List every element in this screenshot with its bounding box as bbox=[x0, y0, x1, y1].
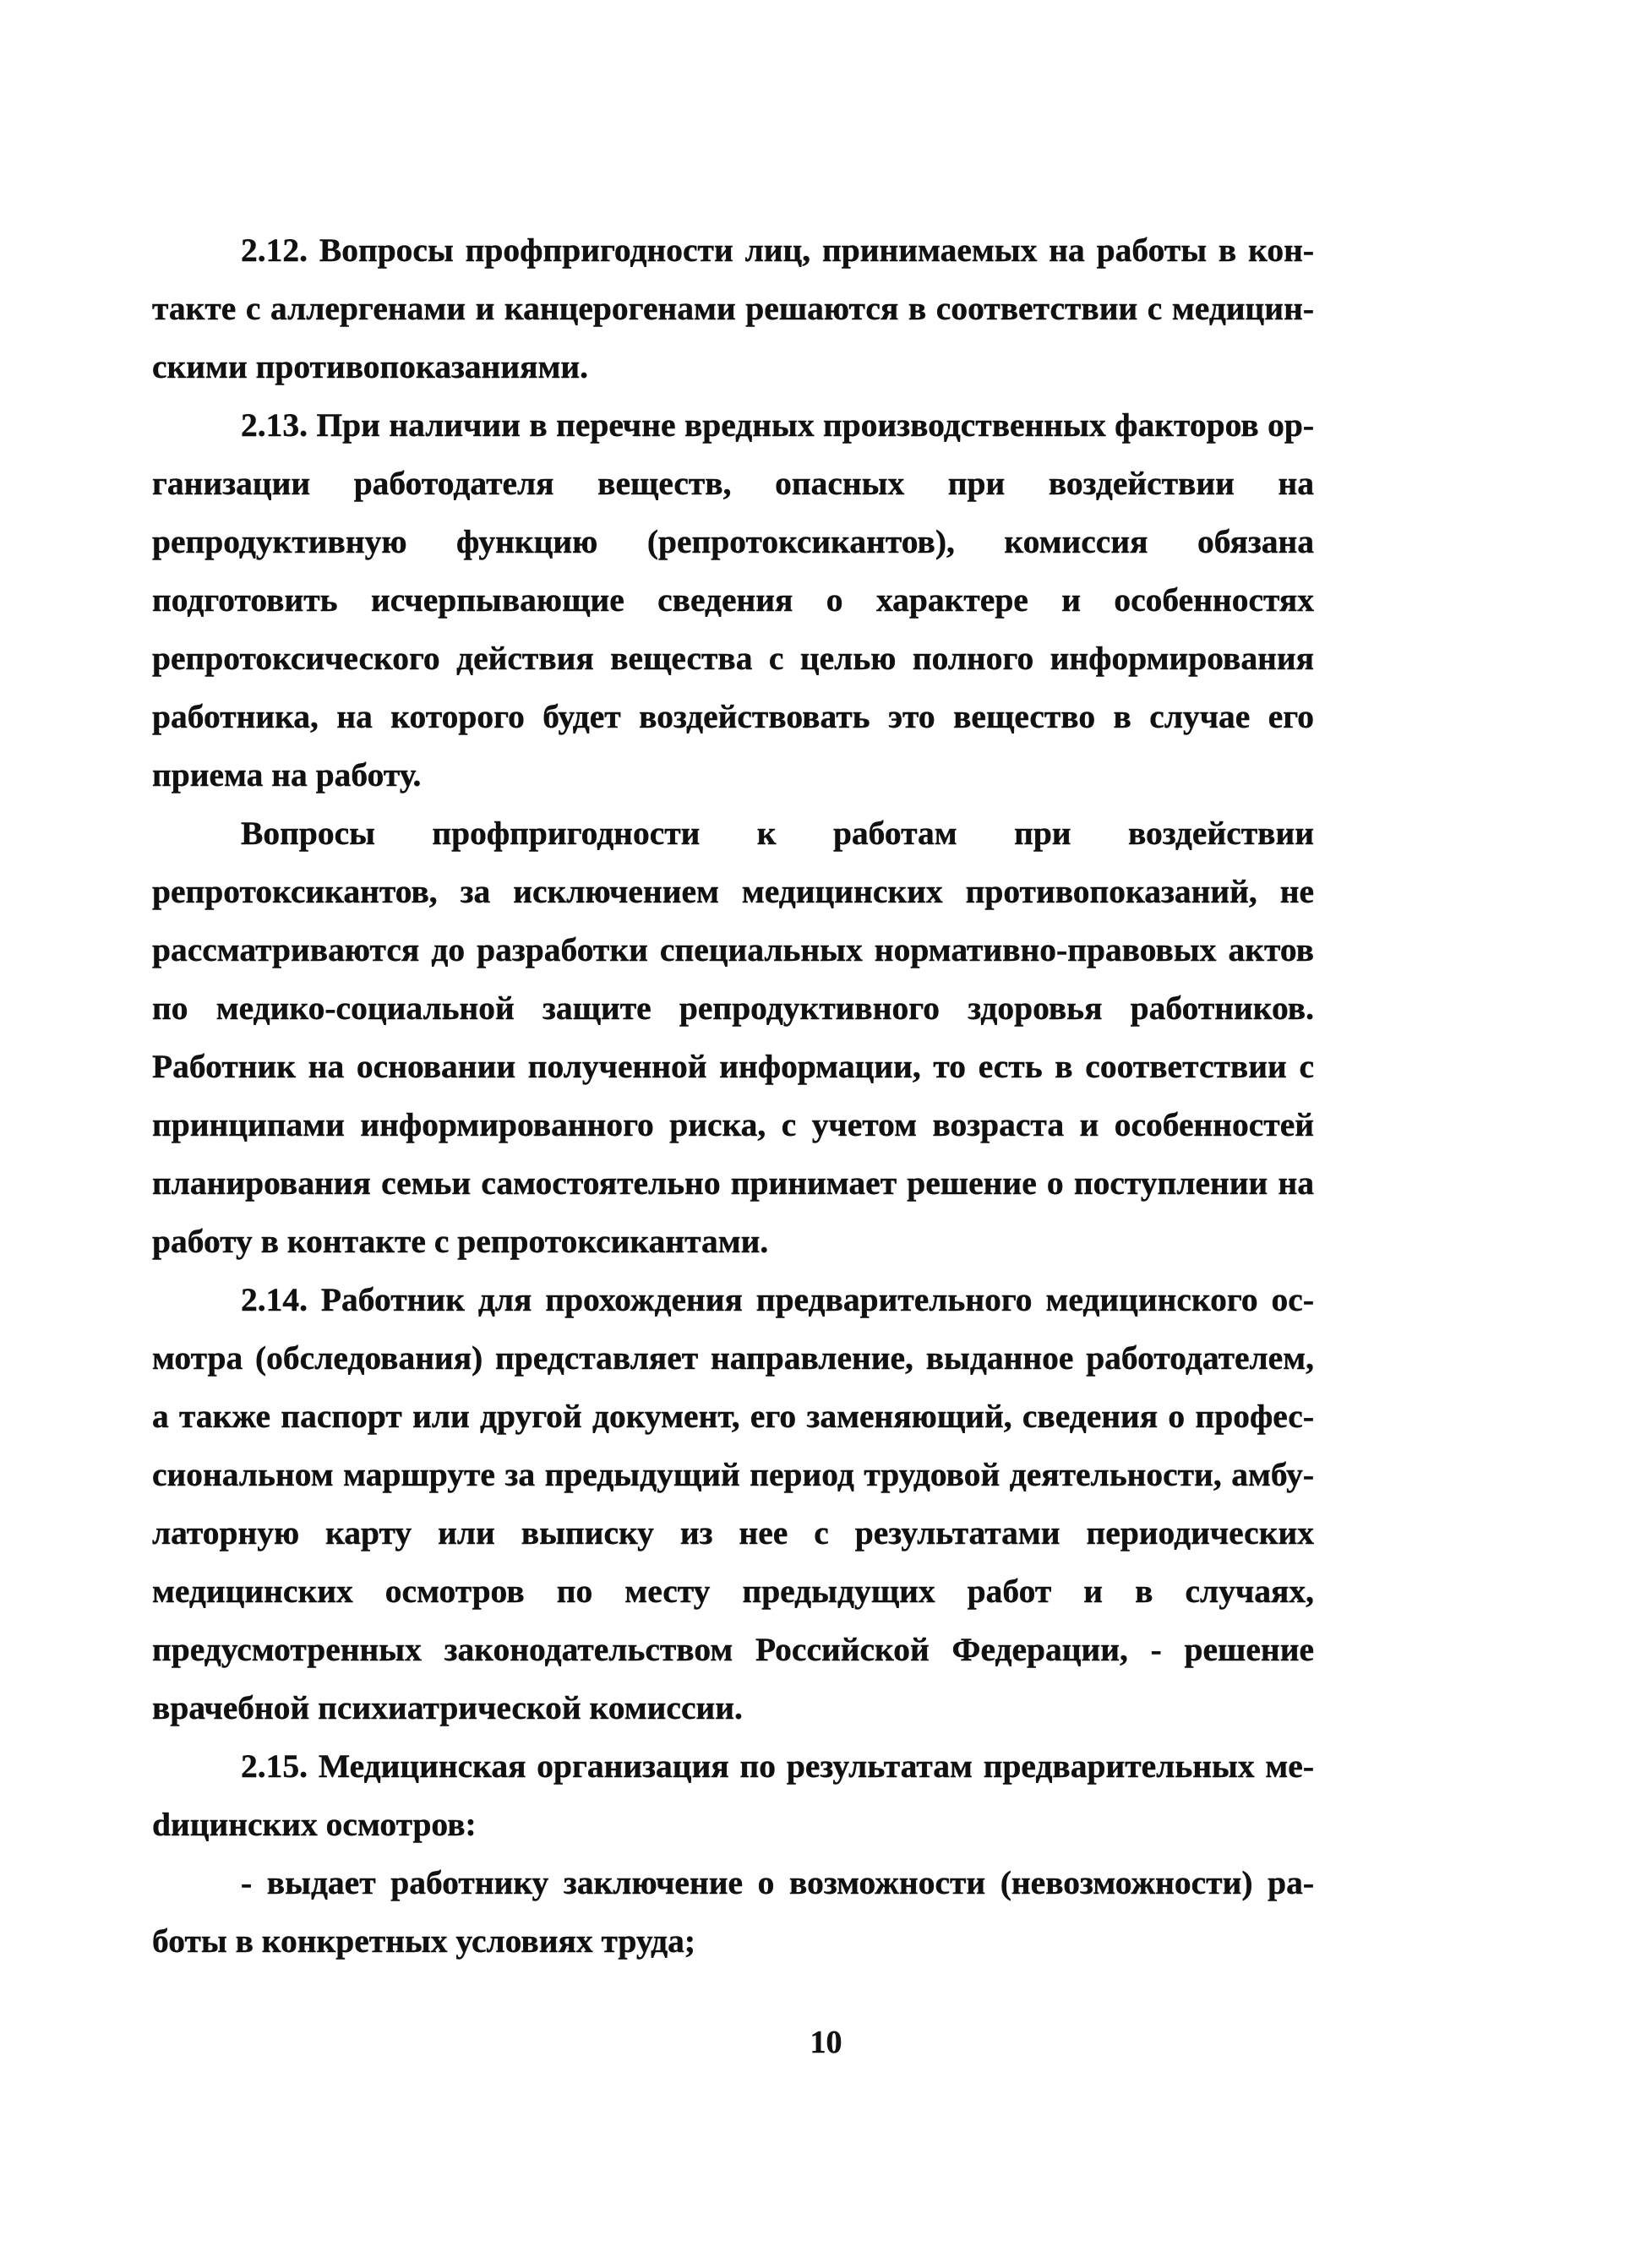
paragraph-2-12: 2.12. Вопросы профпригодности лиц, принимаемых на работы в контакте с аллергенами и канцерогенами решаются в соответствии с медицинскими противопоказаниями. bbox=[152, 232, 1314, 385]
list-item-conclusion: - выдает работнику заключение о возможности (невозможности) работы в конкретных условиях труда; bbox=[152, 1864, 1314, 1960]
page-number: 10 bbox=[810, 2025, 842, 2060]
paragraph-2-15: 2.15. Медицинская организация по результатам предварительных меdицинских осмотров: bbox=[152, 1748, 1314, 1843]
paragraph-2-14: 2.14. Работник для прохождения предварительного медицинского осмотра (обследования) представляет направление, выданное работодателем, а также паспорт или другой документ, его заменяющий, сведения о профессиональном маршруте за предыдущий период трудовой деятельности, амбулаторную карту или выписку из нее с результатами периодических медицинских осмотров по месту предыдущих работ и в случаях, предусмотренных законодательством Российской Федерации, - решение врачебной психиатрической комиссии. bbox=[152, 1281, 1314, 1726]
paragraph-reprotoxicants: Вопросы профпригодности к работам при воздействии репротоксикантов, за исключением медицинских противопоказаний, не рассматриваются до разработки специальных нормативно-правовых актов по медико-социальной защите репродуктивного здоровья работников. Работник на основании полученной информации, то есть в соответствии с принципами информированного риска, с учетом возраста и особенностей планирования семьи самостоятельно принимает решение о поступлении на работу в контакте с репротоксикантами. bbox=[152, 815, 1314, 1260]
paragraph-2-13: 2.13. При наличии в перечне вредных производственных факторов организации работодателя веществ, опасных при воздействии на репродуктивную функцию (репротоксикантов), комиссия обязана подготовить исчерпывающие сведения о характере и особенностях репротоксического действия вещества с целью полного информирования работника, на которого будет воздействовать это вещество в случае его приема на работу. bbox=[152, 406, 1314, 793]
body-text bbox=[152, 221, 1314, 1971]
